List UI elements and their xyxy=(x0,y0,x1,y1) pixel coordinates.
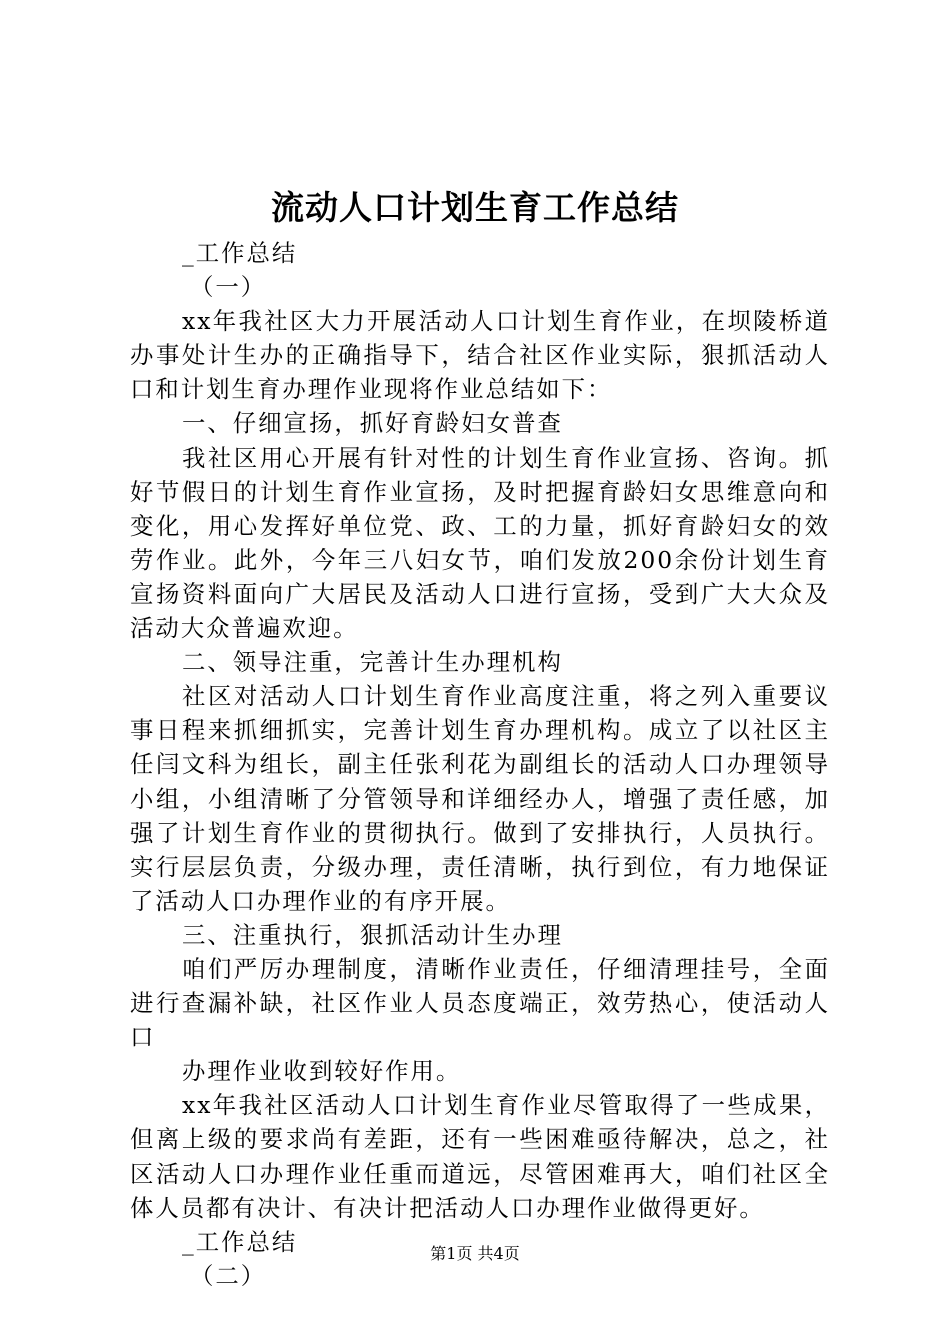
paragraph-execution: 咱们严厉办理制度，清晰作业责任，仔细清理挂号，全面进行查漏补缺，社区作业人员态度端正，效劳热心，使活动人口 xyxy=(130,954,830,1052)
paragraph-conclusion: xx年我社区活动人口计划生育作业尽管取得了一些成果，但离上级的要求尚有差距，还有一些困难亟待解决，总之，社区活动人口办理作业任重而道远，尽管困难再大，咱们社区全体人员都有决计、有决计把活动人口办理作业做得更好。 xyxy=(130,1091,830,1222)
section-heading-3: 三、注重执行，狠抓活动计生办理 xyxy=(182,920,563,949)
paragraph-result: 办理作业收到较好作用。 xyxy=(182,1057,462,1086)
paragraph-leadership: 社区对活动人口计划生育作业高度注重，将之列入重要议事日程来抓细抓实，完善计划生育办理机构。成立了以社区主任闫文科为组长，副主任张利花为副组长的活动人口办理领导小组，小组清晰了分管领导和详细经办人，增强了责任感，加强了计划生育作业的贯彻执行。做到了安排执行，人员执行。实行层层负责，分级办理，责任清晰，执行到位，有力地保证了活动人口办理作业的有序开展。 xyxy=(130,682,830,915)
part-label-1: （一） xyxy=(190,273,267,302)
part-label-2: （二） xyxy=(190,1261,267,1290)
document-body xyxy=(130,236,830,1293)
page-number-footer: 第1页 共4页 xyxy=(430,1244,520,1263)
paragraph-intro: xx年我社区大力开展活动人口计划生育作业，在坝陵桥道办事处计生办的正确指导下，结合社区作业实际，狠抓活动人口和计划生育办理作业现将作业总结如下： xyxy=(130,307,830,404)
document-title: 流动人口计划生育工作总结 xyxy=(271,188,679,227)
section-heading-work-summary-2: _工作总结 xyxy=(182,1227,298,1256)
section-heading-1: 一、仔细宣扬，抓好育龄妇女普查 xyxy=(182,409,563,438)
section-heading-work-summary-1: _工作总结 xyxy=(182,239,298,267)
paragraph-publicity: 我社区用心开展有针对性的计划生育作业宣扬、咨询。抓好节假日的计划生育作业宣扬，及时把握育龄妇女思维意向和变化，用心发挥好单位党、政、工的力量，抓好育龄妇女的效劳作业。此外，今年三八妇女节，咱们发放200余份计划生育宣扬资料面向广大居民及活动人口进行宣扬，受到广大大众及活动大众普遍欢迎。 xyxy=(130,443,830,643)
section-heading-2: 二、领导注重，完善计生办理机构 xyxy=(182,648,563,677)
